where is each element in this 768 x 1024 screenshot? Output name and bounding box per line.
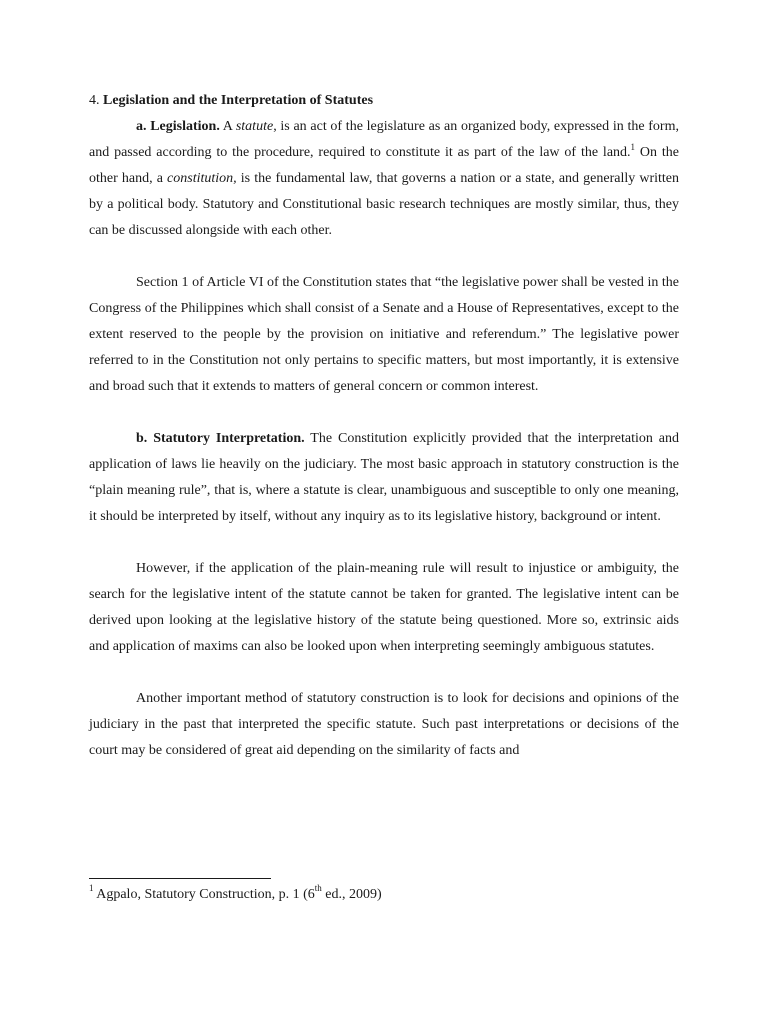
term-constitution: constitution, [167,171,237,186]
paragraph-article-vi: Section 1 of Article VI of the Constitution states that “the legislative power shall be vested in the Congress of the Philippines which shall consist of a Senate and a House of Representatives, except to the extent reserved to the people by the provision on initiative and referendum.” The legislative power referred to in the Constitution not only pertains to specific matters, but most importantly, it is extensive and broad such that it extends to matters of general concern or common interest. [89,275,679,394]
section-title: Legislation and the Interpretation of Statutes [103,93,374,108]
footnote-divider [89,878,271,879]
section-heading [89,88,679,114]
paragraph-text: On the other hand, a [89,145,679,186]
paragraph-lead-legislation: a. Legislation. [136,119,220,134]
paragraph-plain-meaning: However, if the application of the plain-meaning rule will result to injustice or ambiguity, the search for the legislative intent of the statute cannot be taken for granted. The legislative intent can be derived upon looking at the legislative history of the statute being questioned. More so, extrinsic aids and application of maxims can also be looked upon when interpreting seemingly ambiguous statutes. [89,561,679,654]
footnote-reference[interactable]: 1 [630,142,636,152]
paragraph-lead-statutory-interpretation: b. Statutory Interpretation. [136,431,305,446]
footnote-superscript: th [314,883,322,893]
footnote-text: ed., 2009) [321,887,382,902]
term-statute: statute [235,119,274,134]
section-number: 4. [89,93,100,108]
footnote-text: Agpalo, Statutory Construction, p. 1 (6 [93,887,315,902]
paragraph-text: , is an act of the legislature as an organized body, expressed in the form, and passed according to the procedure, required to constitute it as part of the law of the land. [89,119,679,160]
paragraph-text: is the fundamental law, that governs a nation or a state, and generally written by a political body. Statutory and Constitutional basic research techniques are mostly similar, thus, they can be discussed alongside with each other. [89,171,679,238]
paragraph-past-decisions: Another important method of statutory construction is to look for decisions and opinions of the judiciary in the past that interpreted the specific statute. Such past interpretations or decisions of the court may be considered of great aid depending on the similarity of facts and [89,691,679,758]
paragraph-text: A [219,119,236,134]
paragraph-text: The Constitution explicitly provided that the interpretation and application of laws lie heavily on the judiciary. The most basic approach in statutory construction is the “plain meaning rule”, that is, where a statute is clear, unambiguous and susceptible to only one meaning, it should be interpreted by itself, without any inquiry as to its legislative history, background or intent. [89,431,679,524]
footnote [89,885,382,905]
body-text [89,88,679,764]
paragraph-statutory-interpretation [89,426,679,530]
paragraph-legislation [89,114,679,244]
footnote-number: 1 [89,883,94,893]
